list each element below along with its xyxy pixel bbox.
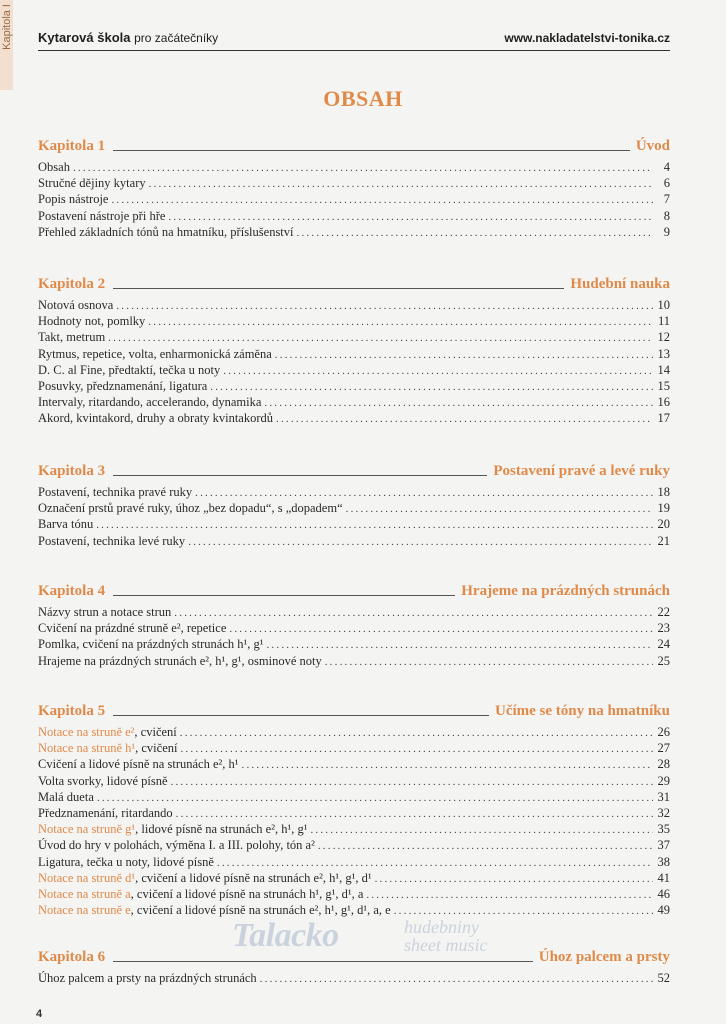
toc-entry-text (38, 329, 105, 345)
dot-leader (148, 314, 653, 330)
toc-entry-text (38, 533, 185, 549)
toc-entry-text (38, 805, 173, 821)
toc-entry-page: 17 (657, 411, 670, 426)
toc-entry-page: 7 (663, 192, 670, 207)
chapter-2 (38, 273, 670, 427)
watermark-sub1: hudebniny (404, 917, 479, 937)
toc-entry-label: , cvičení (134, 725, 177, 739)
toc-entry-page: 8 (663, 208, 670, 223)
toc-entry (38, 773, 670, 789)
toc-entry-label: Notová osnova (38, 298, 114, 312)
toc-entry-label: Úvod do hry v polohách, výměna I. a III. polohy, tón a² (38, 838, 315, 853)
toc-entry-text (38, 970, 257, 986)
toc-entry (38, 970, 670, 986)
toc-entry (38, 805, 670, 821)
toc-entry-label: D. C. al Fine, předtaktí, tečka u noty (38, 362, 221, 377)
dot-leader (195, 485, 653, 501)
dot-leader (168, 209, 653, 225)
dot-leader (394, 903, 653, 919)
toc-entry (38, 362, 670, 378)
book-title-sub: pro začátečníky (134, 31, 219, 45)
chapter-number: Kapitola 2 (38, 276, 106, 292)
toc-entry-text (38, 410, 273, 426)
toc-entry-label: Popis nástroje (38, 192, 109, 207)
toc-entry-page: 23 (657, 621, 670, 636)
toc-entry (38, 394, 670, 410)
toc-entry-text (38, 378, 207, 394)
toc-entry-text (38, 620, 226, 636)
toc-entry (38, 410, 670, 426)
dot-leader (217, 855, 653, 871)
toc-entry-page: 10 (657, 298, 670, 312)
dot-leader (346, 501, 653, 517)
toc-entry-page: 49 (657, 903, 670, 918)
toc-entry-page: 24 (657, 637, 670, 652)
toc-entry-label: Názvy strun a notace strun (38, 605, 172, 619)
page-number: 4 (36, 1008, 43, 1020)
toc-entry-text (38, 636, 263, 652)
toc-entry-label: Hrajeme na prázdných strunách e², h¹, g¹, osminové noty (38, 653, 322, 668)
toc-entry-label: , cvičení a lidové písně na strunách h¹, g¹, d¹, a (130, 886, 364, 901)
page-title: OBSAH (323, 86, 403, 111)
toc-entry (38, 346, 670, 362)
watermark-sub2: sheet music (404, 935, 488, 955)
toc-entry (38, 870, 670, 886)
toc-entry-text (38, 740, 177, 756)
chapter-number: Kapitola 1 (38, 138, 106, 154)
dot-leader (297, 225, 653, 241)
chapter-heading (38, 135, 670, 155)
toc-entry-label: , lidové písně na strunách e², h¹, g¹ (135, 822, 308, 837)
chapter-number: Kapitola 3 (38, 463, 106, 479)
toc-entry-page: 28 (657, 757, 670, 772)
dot-leader (180, 741, 653, 757)
toc-entry-label: Barva tónu (38, 517, 94, 532)
chapter-name: Úvod (635, 138, 670, 154)
toc-entry (38, 191, 670, 207)
toc-entry (38, 208, 670, 224)
chapter-name: Učíme se tóny na hmatníku (494, 703, 670, 719)
toc-entry (38, 902, 670, 918)
toc-entry-text (38, 191, 108, 207)
toc-entry-page: 12 (657, 330, 670, 345)
toc-entry-page: 29 (657, 773, 670, 788)
toc-entry (38, 740, 670, 756)
side-tab-label: Kapitola I (1, 4, 13, 50)
toc-entry-text (38, 516, 93, 532)
toc-entry-text (38, 902, 391, 918)
toc-entry-highlight: Notace na struně e² (38, 725, 135, 739)
toc-entry-label: Posuvky, předznamenání, ligatura (38, 378, 208, 393)
toc-entry-text (38, 789, 94, 805)
toc-entry-page: 46 (657, 886, 670, 901)
toc-entry-page: 38 (657, 854, 670, 869)
toc-entry (38, 854, 670, 870)
dot-leader (210, 379, 653, 395)
toc-entry (38, 886, 670, 902)
toc-entry-text (38, 837, 315, 853)
dot-leader (325, 654, 653, 670)
chapter-rule (113, 287, 564, 289)
toc-entry-text (38, 484, 192, 500)
toc-entry-page: 37 (657, 838, 670, 853)
toc-entry-page: 16 (657, 395, 670, 410)
toc-entry (38, 604, 670, 620)
toc-entry (38, 378, 670, 394)
toc-entry-highlight: Notace na struně d¹ (38, 870, 136, 885)
toc-entry-text (38, 886, 363, 902)
dot-leader (229, 621, 653, 637)
chapter-number: Kapitola 5 (38, 703, 106, 719)
toc-entry-label: , cvičení a lidové písně na strunách e², h¹, g¹, d¹, a, e (130, 903, 391, 918)
toc-entry-page: 4 (663, 160, 670, 174)
dot-leader (171, 774, 653, 790)
dot-leader (108, 330, 653, 346)
dot-leader (174, 605, 653, 621)
toc-entry-page: 26 (657, 725, 670, 739)
toc-entry (38, 533, 670, 549)
toc-entry (38, 653, 670, 669)
toc-entry-highlight: Notace na struně a (38, 886, 131, 901)
toc-entry (38, 620, 670, 636)
toc-entry-page: 15 (657, 378, 670, 393)
toc-entry-text (38, 159, 70, 175)
toc-entry-label: Úhoz palcem a prsty na prázdných strunách (38, 971, 257, 985)
toc-entry (38, 821, 670, 837)
toc-entry-text (38, 653, 322, 669)
dot-leader (180, 725, 653, 741)
dot-leader (176, 806, 653, 822)
dot-leader (375, 871, 653, 887)
dot-leader (310, 822, 653, 838)
chapter-number: Kapitola 4 (38, 583, 106, 599)
dot-leader (242, 757, 654, 773)
toc-entry (38, 500, 670, 516)
chapter-4 (38, 580, 670, 669)
chapter-rule (113, 474, 487, 476)
toc-entry-page: 11 (657, 314, 670, 329)
dot-leader (188, 534, 653, 550)
toc-entry-text (38, 224, 294, 240)
chapter-rule (113, 594, 455, 596)
dot-leader (73, 160, 653, 176)
toc-entry-label: Postavení nástroje při hře (38, 208, 166, 223)
toc-entry-text (38, 724, 177, 740)
toc-entry-highlight: Notace na struně g¹ (38, 822, 136, 837)
toc-entry-text (38, 821, 307, 837)
toc-entry (38, 224, 670, 240)
toc-entry-page: 21 (657, 533, 670, 548)
toc-entry-page: 22 (657, 605, 670, 619)
toc-entry (38, 329, 670, 345)
dot-leader (366, 887, 653, 903)
toc-entry-text (38, 756, 239, 772)
toc-entry-page: 35 (657, 822, 670, 837)
toc-entry-text (38, 394, 261, 410)
toc-entry-page: 13 (657, 346, 670, 361)
toc-entry-page: 9 (663, 224, 670, 239)
dot-leader (318, 838, 653, 854)
toc-entry-label: Akord, kvintakord, druhy a obraty kvintakordů (38, 411, 274, 426)
toc-entry (38, 159, 670, 175)
publisher-url: www.nakladatelstvi-tonika.cz (504, 31, 670, 45)
toc-entry-label: Volta svorky, lidové písně (38, 773, 168, 788)
toc-entry-label: Ligatura, tečka u noty, lidové písně (38, 854, 214, 869)
toc-entry-text (38, 175, 146, 191)
chapter-side-tab (0, 0, 13, 90)
watermark-main: Talacko (232, 917, 339, 954)
toc-entry-label: Předznamenání, ritardando (38, 805, 173, 820)
toc-entry-text (38, 870, 372, 886)
toc-entry-page: 25 (657, 653, 670, 668)
toc-entry-page: 19 (657, 501, 670, 516)
chapter-name: Hrajeme na prázdných strunách (461, 583, 670, 599)
book-title-main: Kytarová škola (38, 30, 131, 45)
dot-leader (223, 363, 653, 379)
toc-entry (38, 313, 670, 329)
toc-entry-label: Pomlka, cvičení na prázdných strunách h¹, g¹ (38, 637, 264, 652)
toc-entry (38, 484, 670, 500)
chapter-rule (113, 960, 533, 962)
chapter-heading (38, 273, 670, 293)
toc-entry-page: 14 (657, 362, 670, 377)
toc-entry-label: Intervaly, ritardando, accelerando, dynamika (38, 395, 262, 410)
toc-entry-label: Postavení, technika pravé ruky (38, 485, 193, 499)
chapter-name: Hudební nauka (570, 276, 670, 292)
toc-entry-text (38, 773, 168, 789)
toc-entry (38, 837, 670, 853)
dot-leader (111, 192, 653, 208)
toc-entry (38, 636, 670, 652)
toc-entry-text (38, 362, 220, 378)
chapter-6 (38, 946, 670, 986)
toc-entry-page: 20 (657, 517, 670, 532)
toc-entry-label: Přehled základních tónů na hmatníku, příslušenství (38, 224, 294, 239)
toc-entry-label: Hodnoty not, pomlky (38, 314, 146, 329)
toc-entry-label: , cvičení a lidové písně na strunách e², h¹, g¹, d¹ (135, 870, 372, 885)
toc-entry-text (38, 313, 145, 329)
toc-entry-label: Označení prstů pravé ruky, úhoz „bez dopadu“, s „dopadem“ (38, 501, 343, 516)
toc-entry-label: Rytmus, repetice, volta, enharmonická záměna (38, 346, 272, 361)
chapter-number: Kapitola 6 (38, 949, 106, 965)
toc-entry-text (38, 854, 214, 870)
dot-leader (276, 411, 653, 427)
dot-leader (260, 971, 653, 987)
dot-leader (97, 790, 653, 806)
chapter-heading (38, 460, 670, 480)
chapter-name: Úhoz palcem a prsty (538, 949, 670, 965)
dot-leader (96, 517, 653, 533)
dot-leader (264, 395, 653, 411)
dot-leader (149, 176, 653, 192)
toc-entry-highlight: Notace na struně h¹ (38, 741, 136, 756)
chapter-heading (38, 946, 670, 966)
toc-entry-label: Stručné dějiny kytary (38, 176, 146, 191)
chapter-3 (38, 460, 670, 549)
toc-entry (38, 297, 670, 313)
chapter-heading (38, 700, 670, 720)
toc-entry-page: 52 (657, 971, 670, 985)
toc-entry-label: Cvičení a lidové písně na strunách e², h¹ (38, 757, 239, 772)
toc-entry-text (38, 500, 343, 516)
toc-entry-page: 18 (657, 485, 670, 499)
toc-entry-page: 6 (663, 176, 670, 191)
page-header (38, 30, 670, 51)
toc-entry-text (38, 604, 171, 620)
toc-entry-page: 32 (657, 805, 670, 820)
toc-entry (38, 789, 670, 805)
toc-entry-highlight: Notace na struně e (38, 903, 131, 918)
chapter-name: Postavení pravé a levé ruky (493, 463, 670, 479)
toc-entry-text (38, 208, 165, 224)
toc-entry-text (38, 346, 272, 362)
toc-entry (38, 516, 670, 532)
toc-entry-label: Cvičení na prázdné struně e², repetice (38, 621, 227, 636)
toc-entry (38, 724, 670, 740)
toc-entry-label: Malá dueta (38, 789, 94, 804)
toc-entry-label: Takt, metrum (38, 330, 106, 345)
chapter-1 (38, 135, 670, 240)
toc-entry-label: Postavení, technika levé ruky (38, 533, 186, 548)
book-title (38, 30, 218, 45)
chapter-rule (113, 149, 630, 151)
toc-entry (38, 756, 670, 772)
chapter-rule (113, 714, 489, 716)
toc-entry-text (38, 297, 113, 313)
chapter-heading (38, 580, 670, 600)
dot-leader (266, 637, 653, 653)
dot-leader (275, 347, 653, 363)
toc-entry (38, 175, 670, 191)
chapter-5 (38, 700, 670, 918)
toc-entry-page: 41 (657, 870, 670, 885)
toc-entry-page: 27 (657, 741, 670, 756)
toc-entry-label: , cvičení (135, 741, 178, 756)
dot-leader (116, 298, 653, 314)
toc-entry-label: Obsah (38, 160, 70, 174)
toc-entry-page: 31 (657, 789, 670, 804)
